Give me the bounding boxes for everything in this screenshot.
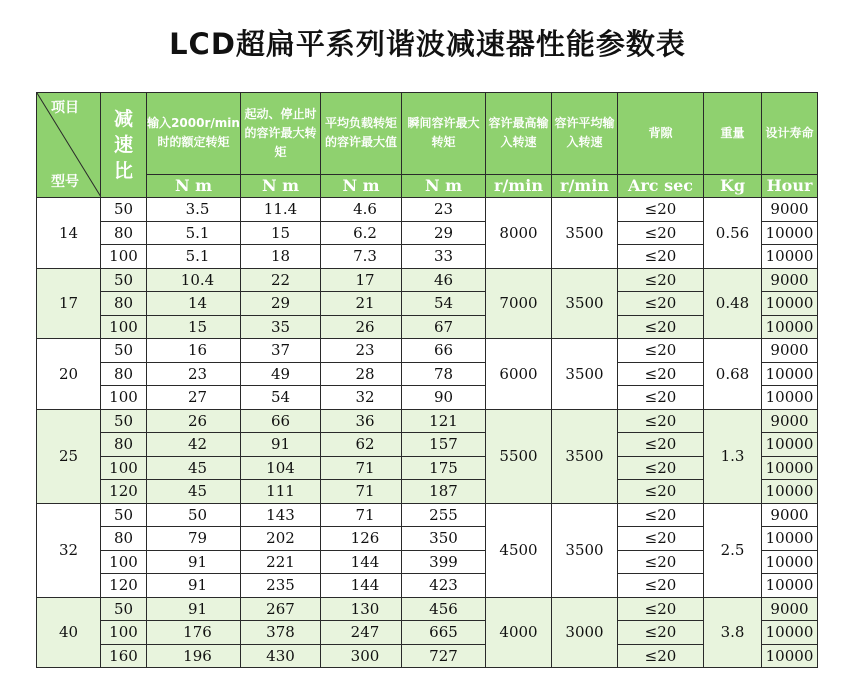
life-cell: 10000 bbox=[762, 574, 818, 598]
instant-torque-cell: 727 bbox=[402, 644, 486, 668]
life-cell: 10000 bbox=[762, 433, 818, 457]
instant-torque-cell: 187 bbox=[402, 480, 486, 504]
backlash-cell: ≤20 bbox=[618, 362, 704, 386]
weight-cell: 0.68 bbox=[704, 339, 762, 410]
instant-torque-cell: 157 bbox=[402, 433, 486, 457]
model-label: 型号 bbox=[51, 174, 79, 190]
avg-speed-cell: 3500 bbox=[552, 409, 618, 503]
avg-speed-cell: 3500 bbox=[552, 339, 618, 410]
start-torque-cell: 111 bbox=[241, 480, 321, 504]
rated-torque-cell: 3.5 bbox=[147, 198, 241, 222]
backlash-cell: ≤20 bbox=[618, 480, 704, 504]
rated-torque-cell: 196 bbox=[147, 644, 241, 668]
ratio-cell: 80 bbox=[101, 433, 147, 457]
backlash-cell: ≤20 bbox=[618, 245, 704, 269]
rated-torque-cell: 27 bbox=[147, 386, 241, 410]
avg-torque-cell: 126 bbox=[321, 527, 402, 551]
table-row bbox=[37, 198, 818, 222]
backlash-cell: ≤20 bbox=[618, 503, 704, 527]
ratio-cell: 160 bbox=[101, 644, 147, 668]
rated-torque-cell: 50 bbox=[147, 503, 241, 527]
ratio-cell: 80 bbox=[101, 221, 147, 245]
rated-torque-cell: 5.1 bbox=[147, 221, 241, 245]
avg-torque-cell: 17 bbox=[321, 268, 402, 292]
model-cell: 17 bbox=[37, 268, 101, 339]
max-speed-cell: 4500 bbox=[486, 503, 552, 597]
weight-cell: 3.8 bbox=[704, 597, 762, 668]
avg-torque-cell: 300 bbox=[321, 644, 402, 668]
ratio-cell: 50 bbox=[101, 339, 147, 363]
instant-torque-cell: 175 bbox=[402, 456, 486, 480]
unit-cell: N m bbox=[402, 174, 486, 197]
max-input-speed-header: 容许最高输入转速 bbox=[486, 93, 552, 175]
rated-torque-cell: 91 bbox=[147, 550, 241, 574]
backlash-header: 背隙 bbox=[618, 93, 704, 175]
life-cell: 9000 bbox=[762, 198, 818, 222]
instant-torque-cell: 78 bbox=[402, 362, 486, 386]
rated-torque-cell: 23 bbox=[147, 362, 241, 386]
instant-torque-cell: 423 bbox=[402, 574, 486, 598]
ratio-cell: 50 bbox=[101, 268, 147, 292]
model-cell: 20 bbox=[37, 339, 101, 410]
rated-torque-cell: 45 bbox=[147, 456, 241, 480]
rated-torque-cell: 79 bbox=[147, 527, 241, 551]
instant-torque-cell: 90 bbox=[402, 386, 486, 410]
unit-cell: r/min bbox=[486, 174, 552, 197]
model-cell: 40 bbox=[37, 597, 101, 668]
life-cell: 10000 bbox=[762, 292, 818, 316]
start-torque-cell: 18 bbox=[241, 245, 321, 269]
table-row bbox=[37, 550, 818, 574]
backlash-cell: ≤20 bbox=[618, 268, 704, 292]
unit-cell: Arc sec bbox=[618, 174, 704, 197]
rated-torque-cell: 15 bbox=[147, 315, 241, 339]
life-cell: 10000 bbox=[762, 480, 818, 504]
instant-torque-cell: 33 bbox=[402, 245, 486, 269]
weight-cell: 1.3 bbox=[704, 409, 762, 503]
instant-torque-cell: 29 bbox=[402, 221, 486, 245]
ratio-cell: 120 bbox=[101, 480, 147, 504]
avg-torque-cell: 62 bbox=[321, 433, 402, 457]
avg-speed-cell: 3500 bbox=[552, 268, 618, 339]
instant-torque-header: 瞬间容许最大转矩 bbox=[402, 93, 486, 175]
start-torque-cell: 235 bbox=[241, 574, 321, 598]
item-label: 项目 bbox=[51, 100, 79, 116]
instant-torque-cell: 456 bbox=[402, 597, 486, 621]
avg-torque-cell: 23 bbox=[321, 339, 402, 363]
start-torque-cell: 11.4 bbox=[241, 198, 321, 222]
avg-torque-cell: 36 bbox=[321, 409, 402, 433]
ratio-cell: 80 bbox=[101, 362, 147, 386]
life-cell: 10000 bbox=[762, 550, 818, 574]
avg-torque-cell: 247 bbox=[321, 621, 402, 645]
life-cell: 9000 bbox=[762, 339, 818, 363]
rated-torque-cell: 5.1 bbox=[147, 245, 241, 269]
start-torque-cell: 143 bbox=[241, 503, 321, 527]
unit-cell: N m bbox=[241, 174, 321, 197]
table-row bbox=[37, 480, 818, 504]
model-cell: 32 bbox=[37, 503, 101, 597]
table-row bbox=[37, 527, 818, 551]
avg-speed-cell: 3500 bbox=[552, 198, 618, 269]
table-row bbox=[37, 339, 818, 363]
table-row bbox=[37, 386, 818, 410]
life-cell: 10000 bbox=[762, 315, 818, 339]
avg-torque-cell: 6.2 bbox=[321, 221, 402, 245]
table-row bbox=[37, 315, 818, 339]
avg-torque-cell: 71 bbox=[321, 456, 402, 480]
start-torque-cell: 35 bbox=[241, 315, 321, 339]
table-row bbox=[37, 362, 818, 386]
rated-torque-cell: 176 bbox=[147, 621, 241, 645]
rated-torque-cell: 42 bbox=[147, 433, 241, 457]
backlash-cell: ≤20 bbox=[618, 409, 704, 433]
backlash-cell: ≤20 bbox=[618, 621, 704, 645]
start-torque-cell: 91 bbox=[241, 433, 321, 457]
table-row bbox=[37, 268, 818, 292]
ratio-cell: 50 bbox=[101, 198, 147, 222]
ratio-cell: 100 bbox=[101, 550, 147, 574]
rated-torque-cell: 26 bbox=[147, 409, 241, 433]
max-speed-cell: 8000 bbox=[486, 198, 552, 269]
instant-torque-cell: 54 bbox=[402, 292, 486, 316]
ratio-cell: 100 bbox=[101, 315, 147, 339]
start-torque-cell: 66 bbox=[241, 409, 321, 433]
units-row bbox=[37, 174, 818, 197]
start-torque-cell: 37 bbox=[241, 339, 321, 363]
avg-torque-cell: 144 bbox=[321, 550, 402, 574]
table-row bbox=[37, 221, 818, 245]
ratio-cell: 100 bbox=[101, 456, 147, 480]
weight-cell: 0.56 bbox=[704, 198, 762, 269]
unit-cell: Kg bbox=[704, 174, 762, 197]
instant-torque-cell: 67 bbox=[402, 315, 486, 339]
table-row bbox=[37, 503, 818, 527]
instant-torque-cell: 350 bbox=[402, 527, 486, 551]
avg-torque-cell: 21 bbox=[321, 292, 402, 316]
table-row bbox=[37, 292, 818, 316]
start-torque-cell: 54 bbox=[241, 386, 321, 410]
start-torque-cell: 430 bbox=[241, 644, 321, 668]
backlash-cell: ≤20 bbox=[618, 315, 704, 339]
backlash-cell: ≤20 bbox=[618, 597, 704, 621]
ratio-cell: 100 bbox=[101, 621, 147, 645]
backlash-cell: ≤20 bbox=[618, 198, 704, 222]
rated-torque-cell: 91 bbox=[147, 574, 241, 598]
life-cell: 10000 bbox=[762, 221, 818, 245]
rated-torque-cell: 91 bbox=[147, 597, 241, 621]
table-body bbox=[37, 198, 818, 668]
ratio-cell: 100 bbox=[101, 386, 147, 410]
start-torque-cell: 22 bbox=[241, 268, 321, 292]
life-cell: 10000 bbox=[762, 362, 818, 386]
start-torque-cell: 49 bbox=[241, 362, 321, 386]
ratio-header: 减速比 bbox=[101, 93, 147, 198]
page-title: LCD超扁平系列谐波减速器性能参数表 bbox=[169, 27, 686, 61]
rated-torque-cell: 16 bbox=[147, 339, 241, 363]
avg-torque-cell: 32 bbox=[321, 386, 402, 410]
start-torque-cell: 29 bbox=[241, 292, 321, 316]
avg-speed-cell: 3500 bbox=[552, 503, 618, 597]
ratio-cell: 50 bbox=[101, 503, 147, 527]
ratio-cell: 50 bbox=[101, 409, 147, 433]
max-speed-cell: 6000 bbox=[486, 339, 552, 410]
life-cell: 10000 bbox=[762, 644, 818, 668]
life-cell: 10000 bbox=[762, 527, 818, 551]
backlash-cell: ≤20 bbox=[618, 386, 704, 410]
avg-speed-cell: 3000 bbox=[552, 597, 618, 668]
rated-torque-header: 输入2000r/min时的额定转矩 bbox=[147, 93, 241, 175]
instant-torque-cell: 255 bbox=[402, 503, 486, 527]
instant-torque-cell: 46 bbox=[402, 268, 486, 292]
backlash-cell: ≤20 bbox=[618, 527, 704, 551]
avg-load-torque-header: 平均负载转矩的容许最大值 bbox=[321, 93, 402, 175]
table-row bbox=[37, 409, 818, 433]
table-row bbox=[37, 597, 818, 621]
start-torque-cell: 15 bbox=[241, 221, 321, 245]
life-cell: 10000 bbox=[762, 245, 818, 269]
table-row bbox=[37, 433, 818, 457]
life-header: 设计寿命 bbox=[762, 93, 818, 175]
unit-cell: N m bbox=[147, 174, 241, 197]
table-row bbox=[37, 456, 818, 480]
start-torque-cell: 202 bbox=[241, 527, 321, 551]
ratio-cell: 100 bbox=[101, 245, 147, 269]
backlash-cell: ≤20 bbox=[618, 574, 704, 598]
table-row bbox=[37, 574, 818, 598]
life-cell: 9000 bbox=[762, 597, 818, 621]
start-torque-cell: 221 bbox=[241, 550, 321, 574]
backlash-cell: ≤20 bbox=[618, 433, 704, 457]
start-torque-cell: 378 bbox=[241, 621, 321, 645]
avg-torque-cell: 4.6 bbox=[321, 198, 402, 222]
avg-torque-cell: 130 bbox=[321, 597, 402, 621]
model-cell: 14 bbox=[37, 198, 101, 269]
weight-cell: 2.5 bbox=[704, 503, 762, 597]
model-cell: 25 bbox=[37, 409, 101, 503]
weight-header: 重量 bbox=[704, 93, 762, 175]
instant-torque-cell: 23 bbox=[402, 198, 486, 222]
ratio-cell: 50 bbox=[101, 597, 147, 621]
avg-torque-cell: 144 bbox=[321, 574, 402, 598]
unit-cell: N m bbox=[321, 174, 402, 197]
max-speed-cell: 4000 bbox=[486, 597, 552, 668]
table-row bbox=[37, 621, 818, 645]
start-torque-cell: 104 bbox=[241, 456, 321, 480]
avg-torque-cell: 71 bbox=[321, 503, 402, 527]
backlash-cell: ≤20 bbox=[618, 221, 704, 245]
life-cell: 10000 bbox=[762, 621, 818, 645]
avg-torque-cell: 7.3 bbox=[321, 245, 402, 269]
start-torque-cell: 267 bbox=[241, 597, 321, 621]
weight-cell: 0.48 bbox=[704, 268, 762, 339]
max-speed-cell: 5500 bbox=[486, 409, 552, 503]
spec-table bbox=[36, 92, 818, 668]
avg-torque-cell: 71 bbox=[321, 480, 402, 504]
instant-torque-cell: 121 bbox=[402, 409, 486, 433]
ratio-cell: 120 bbox=[101, 574, 147, 598]
avg-torque-cell: 26 bbox=[321, 315, 402, 339]
table-row bbox=[37, 644, 818, 668]
avg-torque-cell: 28 bbox=[321, 362, 402, 386]
table-row bbox=[37, 245, 818, 269]
backlash-cell: ≤20 bbox=[618, 644, 704, 668]
rated-torque-cell: 14 bbox=[147, 292, 241, 316]
unit-cell: r/min bbox=[552, 174, 618, 197]
instant-torque-cell: 665 bbox=[402, 621, 486, 645]
backlash-cell: ≤20 bbox=[618, 292, 704, 316]
backlash-cell: ≤20 bbox=[618, 550, 704, 574]
ratio-cell: 80 bbox=[101, 527, 147, 551]
max-speed-cell: 7000 bbox=[486, 268, 552, 339]
instant-torque-cell: 399 bbox=[402, 550, 486, 574]
life-cell: 9000 bbox=[762, 268, 818, 292]
start-stop-torque-header: 起动、停止时的容许最大转矩 bbox=[241, 93, 321, 175]
unit-cell: Hour bbox=[762, 174, 818, 197]
life-cell: 10000 bbox=[762, 386, 818, 410]
life-cell: 9000 bbox=[762, 503, 818, 527]
instant-torque-cell: 66 bbox=[402, 339, 486, 363]
avg-input-speed-header: 容许平均输入转速 bbox=[552, 93, 618, 175]
rated-torque-cell: 10.4 bbox=[147, 268, 241, 292]
ratio-cell: 80 bbox=[101, 292, 147, 316]
backlash-cell: ≤20 bbox=[618, 456, 704, 480]
corner-header-cell bbox=[37, 93, 101, 198]
life-cell: 9000 bbox=[762, 409, 818, 433]
backlash-cell: ≤20 bbox=[618, 339, 704, 363]
life-cell: 10000 bbox=[762, 456, 818, 480]
rated-torque-cell: 45 bbox=[147, 480, 241, 504]
